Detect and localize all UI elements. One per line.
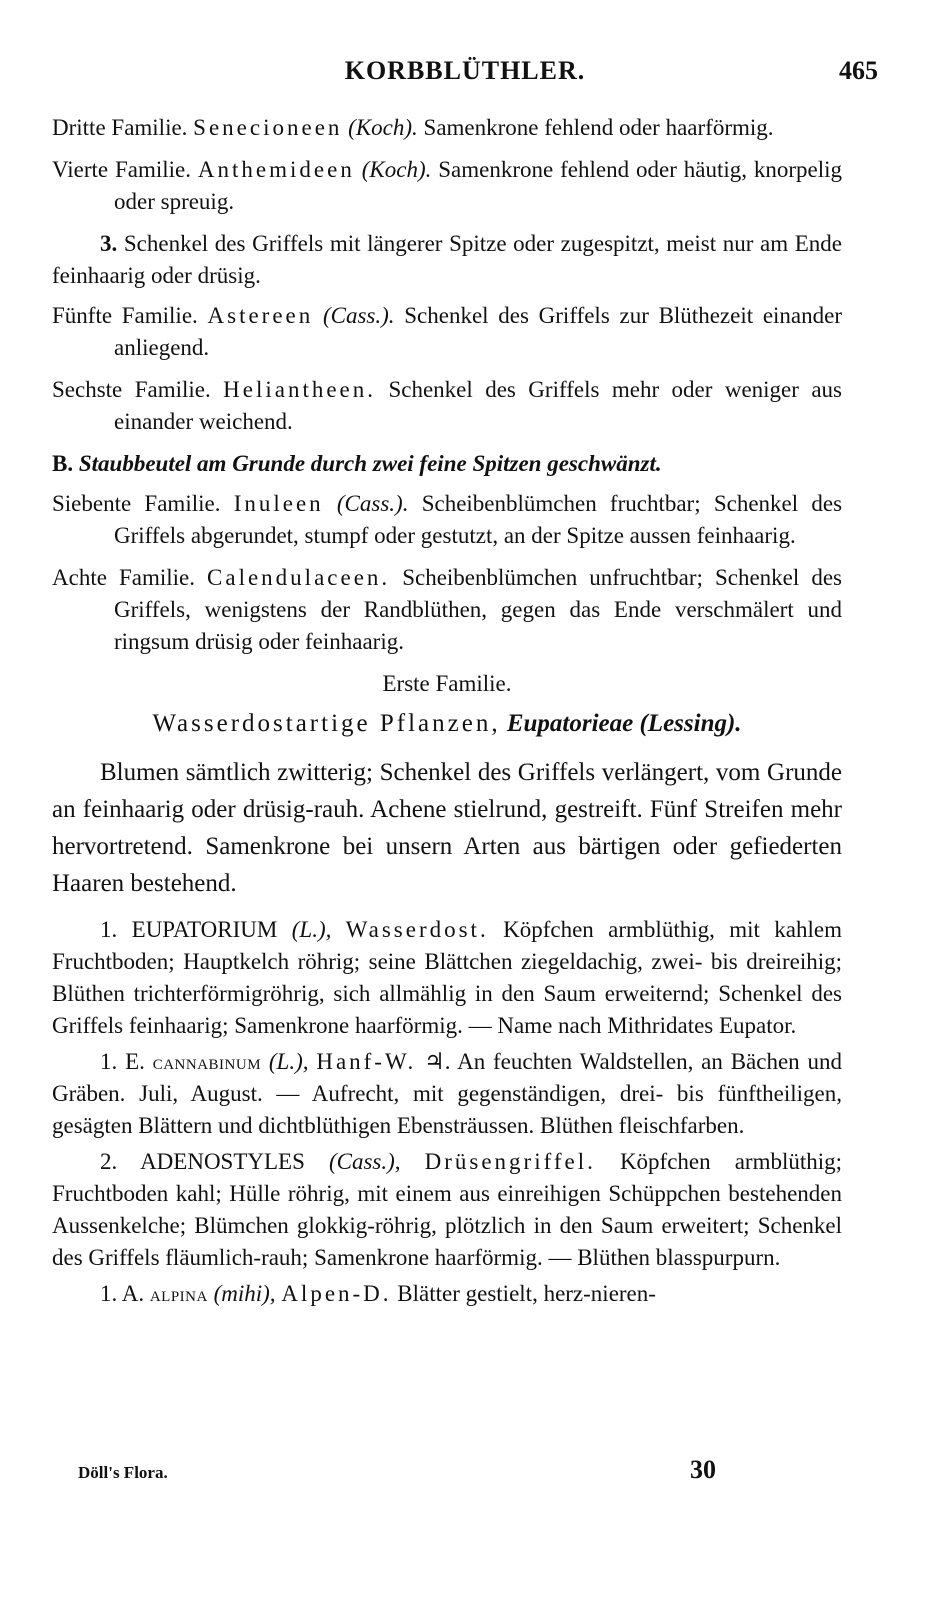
family-name: Anthemideen — [197, 157, 355, 182]
family-name: Astereen — [207, 303, 314, 328]
species-common-name: Alpen-D. — [281, 1281, 392, 1306]
species-name: cannabinum — [152, 1050, 262, 1074]
running-title: KORBBLÜTHLER. — [344, 56, 586, 85]
first-family-heading: Erste Familie. — [382, 671, 512, 696]
species-alpina: 1. A. alpina (mihi), Alpen-D. Blätter gestielt, herz-nieren- — [100, 1281, 656, 1306]
family-name: Calendulaceen. — [207, 565, 391, 590]
genus-name: EUPATORIUM — [131, 917, 278, 942]
family-entry-4: Vierte Familie. Anthemideen (Koch). Samenkrone fehlend oder häutig, knorpelig oder spreuig. — [52, 157, 843, 214]
family-name: Inuleen — [233, 491, 324, 516]
genus-common-name: Drüsengriffel. — [424, 1149, 596, 1174]
family-entry-7: Siebente Familie. Inuleen (Cass.). Scheibenblümchen fruchtbar; Schenkel des Griffels abgerundet, stumpf oder gestutzt, an der Spitze aussen feinhaarig. — [52, 491, 843, 548]
footer-sheet-number: 30 — [690, 1455, 716, 1484]
genus-common-name: Wasserdost. — [345, 917, 489, 942]
first-family-title: Wasserdostartige Pflanzen, Eupatorieae (Lessing). — [152, 710, 742, 737]
family-entry-6: Sechste Familie. Heliantheen. Schenkel des Griffels mehr oder weniger aus einander weichend. — [52, 377, 843, 434]
family-entry-5: Fünfte Familie. Astereen (Cass.). Schenkel des Griffels zur Blüthezeit einander anliegend. — [52, 303, 842, 360]
section-3: 3. Schenkel des Griffels mit längerer Spitze oder zugespitzt, meist nur am Ende feinhaarig oder drüsig. — [52, 231, 843, 288]
family-name: Heliantheen. — [223, 377, 377, 402]
genus-eupatorium: 1. EUPATORIUM (L.), Wasserdost. Köpfchen armblüthig, mit kahlem Fruchtboden; Hauptkelch röhrig; seine Blättchen ziegeldachig, zwei- bis dreireihig; Blüthen trichterförmigröhrig, sich allmählig in den Saum erweiternd; Schenkel des Griffels feinhaarig; Samenkrone haarförmig. — Name nach Mithridates Eupator. — [52, 917, 842, 1038]
section-b: B. Staubbeutel am Grunde durch zwei feine Spitzen geschwänzt. — [52, 451, 662, 476]
species-common-name: Hanf-W. — [316, 1049, 417, 1074]
species-cannabinum: 1. E. cannabinum (L.), Hanf-W. ♃. An feuchten Waldstellen, an Bächen und Gräben. Juli, August. — Aufrecht, mit gegenständigen, drei- bis fünftheiligen, gesägten Blättern und dichtblüthigen Ebensträussen. Blüthen fleischfarben. — [52, 1049, 842, 1138]
family-entry-3: Dritte Familie. Senecioneen (Koch). Samenkrone fehlend oder haarförmig. — [52, 115, 774, 140]
genus-name: ADENOSTYLES — [140, 1149, 305, 1174]
page-header — [52, 56, 878, 96]
genus-adenostyles: 2. ADENOSTYLES (Cass.), Drüsengriffel. Köpfchen armblüthig; Fruchtboden kahl; Hülle röhrig, mit einem aus einreihigen Schüppchen bestehenden Aussenkelche; Blümchen glokkig-röhrig, plötzlich in den Saum erweitert; Schenkel des Griffels fläumlich-rauh; Samenkrone haarförmig. — Blüthen blasspurpurn. — [52, 1149, 843, 1270]
family-entry-8: Achte Familie. Calendulaceen. Scheibenblümchen unfruchtbar; Schenkel des Griffels, wenigstens der Randblüthen, gegen das Ende verschmälert und ringsum drüsig oder feinhaarig. — [52, 565, 842, 654]
family-name: Senecioneen — [193, 115, 343, 140]
perennial-symbol: ♃. — [424, 1049, 451, 1074]
footer-signature: Döll's Flora. — [78, 1463, 168, 1482]
page-number: 465 — [839, 56, 878, 85]
page-footer — [78, 1455, 750, 1495]
species-name: alpina — [149, 1282, 208, 1306]
page-body — [52, 112, 842, 1310]
first-family-description: Blumen sämtlich zwitterig; Schenkel des Griffels verlängert, vom Grunde an feinhaarig oder drüsig-rauh. Achene stielrund, gestreift. Fünf Streifen mehr hervortretend. Samenkrone bei unsern Arten aus bärtigen oder gefiederten Haaren bestehend. — [52, 759, 842, 897]
